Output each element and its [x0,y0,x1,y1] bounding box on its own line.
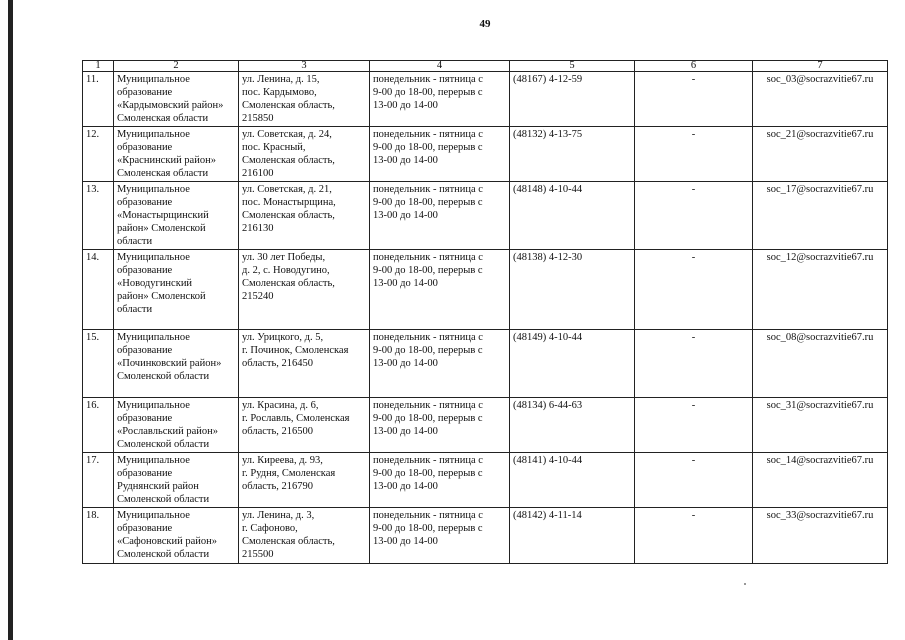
col6-cell [635,398,753,453]
address-line: ул. Киреева, д. 93, [242,455,323,466]
email-address: soc_08@socrazvitie67.ru [766,332,874,343]
organization-line: «Монастырщинский [117,210,209,221]
organization-line: образование [117,265,173,276]
col6-cell [635,330,753,398]
email-address: soc_17@socrazvitie67.ru [766,184,874,195]
email-address: soc_14@socrazvitie67.ru [766,455,874,466]
row-number-cell [83,127,114,182]
empty-dash: - [691,400,696,411]
row-number-cell [83,72,114,127]
hours-line: 9-00 до 18-00, перерыв с [373,413,483,424]
col6-cell [635,72,753,127]
email-cell [753,398,888,453]
table-body [83,72,888,564]
phone-cell [510,508,635,564]
organization-line: Муниципальное [117,332,190,343]
phone-number: (48132) 4-13-75 [513,129,583,140]
address-line: 216130 [242,223,274,234]
address-line: г. Сафоново, [242,523,298,534]
hours-line: 9-00 до 18-00, перерыв с [373,142,483,153]
phone-cell [510,182,635,250]
hours-line: понедельник - пятница с [373,455,483,466]
row-number: 13. [86,184,100,195]
address-line: ул. Красина, д. 6, [242,400,319,411]
address-line: пос. Красный, [242,142,306,153]
address-line: ул. Советская, д. 24, [242,129,332,140]
address-line: г. Рославль, Смоленская [242,413,350,424]
hours-cell [370,453,510,508]
organization-line: Муниципальное [117,129,190,140]
organization-line: район» Смоленской [117,223,206,234]
hours-line: 9-00 до 18-00, перерыв с [373,345,483,356]
address-line: 216100 [242,168,274,179]
address-line: область, 216500 [242,426,314,437]
empty-dash: - [691,74,696,85]
hours-cell [370,127,510,182]
email-cell [753,72,888,127]
address-line: 215500 [242,549,274,560]
phone-cell [510,127,635,182]
phone-cell [510,398,635,453]
organization-line: Смоленской области [117,439,210,450]
phone-number: (48134) 6-44-63 [513,400,583,411]
organization-line: образование [117,413,173,424]
scan-speck [744,583,746,585]
phone-cell [510,453,635,508]
hours-line: 13-00 до 14-00 [373,278,438,289]
organization-line: образование [117,142,173,153]
phone-number: (48142) 4-11-14 [513,510,582,521]
address-cell [239,398,370,453]
col6-cell [635,182,753,250]
organization-cell [114,508,239,564]
organization-line: Муниципальное [117,184,190,195]
hours-line: 9-00 до 18-00, перерыв с [373,265,483,276]
address-cell [239,330,370,398]
hours-line: 13-00 до 14-00 [373,536,438,547]
email-address: soc_21@socrazvitie67.ru [766,129,874,140]
empty-dash: - [691,455,696,466]
page-number: 49 [479,18,491,30]
header-cell: 6 [635,61,753,72]
address-line: область, 216450 [242,358,314,369]
email-cell [753,182,888,250]
empty-dash: - [691,129,696,140]
hours-cell [370,330,510,398]
address-line: пос. Кардымово, [242,87,317,98]
institutions-table [82,60,888,564]
organization-line: Смоленской области [117,494,210,505]
row-number: 18. [86,510,100,521]
organization-cell [114,72,239,127]
table-row [83,250,888,330]
address-line: г. Рудня, Смоленская [242,468,336,479]
organization-line: образование [117,523,173,534]
organization-cell [114,398,239,453]
hours-cell [370,508,510,564]
address-line: г. Починок, Смоленская [242,345,349,356]
organization-cell [114,330,239,398]
hours-line: понедельник - пятница с [373,129,483,140]
organization-line: Муниципальное [117,455,190,466]
hours-line: понедельник - пятница с [373,74,483,85]
row-number: 11. [86,74,99,85]
phone-number: (48167) 4-12-59 [513,74,583,85]
organization-line: Муниципальное [117,510,190,521]
row-number-cell [83,398,114,453]
organization-line: Смоленской области [117,371,210,382]
row-number-cell [83,182,114,250]
phone-cell [510,330,635,398]
hours-line: 13-00 до 14-00 [373,100,438,111]
address-line: ул. Ленина, д. 15, [242,74,320,85]
table-row [83,398,888,453]
organization-line: «Новодугинский [117,278,193,289]
organization-cell [114,250,239,330]
col6-cell [635,250,753,330]
email-address: soc_03@socrazvitie67.ru [766,74,874,85]
email-cell [753,508,888,564]
empty-dash: - [691,184,696,195]
address-line: 215850 [242,113,274,124]
empty-dash: - [691,332,696,343]
address-line: 215240 [242,291,274,302]
hours-line: понедельник - пятница с [373,400,483,411]
hours-line: 9-00 до 18-00, перерыв с [373,197,483,208]
address-cell [239,182,370,250]
col6-cell [635,127,753,182]
hours-line: понедельник - пятница с [373,252,483,263]
address-line: Смоленская область, [242,100,335,111]
hours-line: понедельник - пятница с [373,510,483,521]
organization-line: Муниципальное [117,252,190,263]
address-line: ул. Советская, д. 21, [242,184,332,195]
address-line: ул. Урицкого, д. 5, [242,332,324,343]
organization-line: Смоленская области [117,113,209,124]
header-row [83,61,888,72]
organization-line: район» Смоленской [117,291,206,302]
hours-line: 13-00 до 14-00 [373,155,438,166]
organization-line: образование [117,468,173,479]
row-number: 15. [86,332,100,343]
hours-cell [370,250,510,330]
address-line: Смоленская область, [242,278,335,289]
organization-line: образование [117,197,173,208]
organization-line: Муниципальное [117,400,190,411]
address-line: пос. Монастырщина, [242,197,336,208]
organization-line: области [117,304,153,315]
header-cell: 1 [83,61,114,72]
organization-line: «Рославльский район» [117,426,219,437]
address-cell [239,127,370,182]
phone-cell [510,72,635,127]
email-address: soc_12@socrazvitie67.ru [766,252,874,263]
email-cell [753,127,888,182]
phone-number: (48149) 4-10-44 [513,332,583,343]
address-line: ул. 30 лет Победы, [242,252,326,263]
table-row [83,508,888,564]
organization-line: Смоленская области [117,168,209,179]
organization-cell [114,182,239,250]
email-cell [753,330,888,398]
organization-line: «Сафоновский район» [117,536,218,547]
table-row [83,72,888,127]
address-line: Смоленская область, [242,536,335,547]
organization-line: образование [117,345,173,356]
row-number: 17. [86,455,100,466]
hours-line: понедельник - пятница с [373,332,483,343]
hours-line: 13-00 до 14-00 [373,481,438,492]
table-row [83,182,888,250]
table-row [83,330,888,398]
address-line: Смоленская область, [242,155,335,166]
hours-line: 13-00 до 14-00 [373,210,438,221]
email-address: soc_31@socrazvitie67.ru [766,400,874,411]
row-number-cell [83,508,114,564]
address-line: д. 2, с. Новодугино, [242,265,330,276]
row-number: 16. [86,400,100,411]
phone-cell [510,250,635,330]
organization-cell [114,453,239,508]
scan-edge-bar [8,0,13,640]
hours-line: 9-00 до 18-00, перерыв с [373,468,483,479]
address-line: область, 216790 [242,481,314,492]
hours-line: понедельник - пятница с [373,184,483,195]
header-cell: 5 [510,61,635,72]
phone-number: (48148) 4-10-44 [513,184,583,195]
hours-cell [370,398,510,453]
empty-dash: - [691,510,696,521]
header-cell: 3 [239,61,370,72]
header-cell: 2 [114,61,239,72]
row-number: 14. [86,252,100,263]
hours-cell [370,182,510,250]
organization-line: Муниципальное [117,74,190,85]
phone-number: (48141) 4-10-44 [513,455,583,466]
email-cell [753,453,888,508]
email-cell [753,250,888,330]
col6-cell [635,508,753,564]
header-cell: 4 [370,61,510,72]
hours-line: 9-00 до 18-00, перерыв с [373,523,483,534]
organization-line: Руднянский район [117,481,199,492]
address-cell [239,453,370,508]
empty-dash: - [691,252,696,263]
header-cell: 7 [753,61,888,72]
organization-line: «Починковский район» [117,358,222,369]
address-cell [239,72,370,127]
email-address: soc_33@socrazvitie67.ru [766,510,874,521]
organization-line: образование [117,87,173,98]
address-cell [239,250,370,330]
address-cell [239,508,370,564]
organization-line: «Краснинский район» [117,155,216,166]
address-line: ул. Ленина, д. 3, [242,510,315,521]
address-line: Смоленская область, [242,210,335,221]
organization-line: области [117,236,153,247]
organization-cell [114,127,239,182]
organization-line: Смоленской области [117,549,210,560]
row-number-cell [83,330,114,398]
hours-line: 13-00 до 14-00 [373,358,438,369]
hours-line: 9-00 до 18-00, перерыв с [373,87,483,98]
row-number: 12. [86,129,100,140]
table-row [83,127,888,182]
phone-number: (48138) 4-12-30 [513,252,583,263]
table-row [83,453,888,508]
row-number-cell [83,453,114,508]
organization-line: «Кардымовский район» [117,100,224,111]
row-number-cell [83,250,114,330]
hours-line: 13-00 до 14-00 [373,426,438,437]
col6-cell [635,453,753,508]
hours-cell [370,72,510,127]
